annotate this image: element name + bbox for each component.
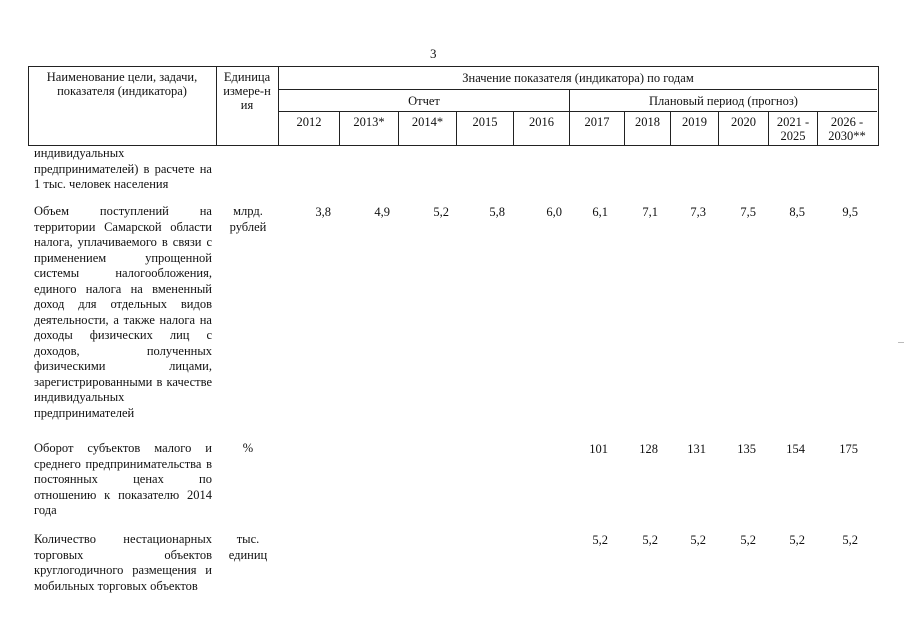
header-year: 2020: [731, 115, 756, 129]
scan-edge-mark: [898, 342, 904, 343]
value-cell: 8,5: [789, 205, 805, 219]
header-year: 2015: [472, 115, 498, 129]
value-cell: 5,2: [433, 205, 449, 219]
value-cell: 6,1: [592, 205, 608, 219]
header-unit-column: Единица измере-ния: [223, 70, 271, 112]
value-cell: 5,2: [842, 533, 858, 547]
value-cell: 5,2: [642, 533, 658, 547]
value-cell: 175: [839, 442, 858, 456]
value-cell: 7,1: [642, 205, 658, 219]
value-cell: 3,8: [315, 205, 331, 219]
value-cell: 5,8: [489, 205, 505, 219]
indicator-name: индивидуальных предпринимателей) в расчете на 1 тыс. человек населения: [34, 146, 212, 191]
header-year: 2017: [584, 115, 610, 129]
value-cell: 131: [687, 442, 706, 456]
header-year: 2026 - 2030**: [828, 115, 866, 143]
value-cell: 5,2: [690, 533, 706, 547]
value-cell: 7,3: [690, 205, 706, 219]
header-year: 2012: [296, 115, 322, 129]
header-year: 2021 - 2025: [776, 115, 810, 143]
value-cell: 9,5: [842, 205, 858, 219]
indicator-name: Объем поступлений на территории Самарской области налога, уплачиваемого в связи с применением упрощенной системы налогообложения, единого налога на вмененный доход для отдельных видов деятельности, а также налога на доходы физических лиц с доходов, полученных физическими лицами, зарегистрированными в качестве индивидуальных предпринимателей: [34, 204, 212, 420]
header-report: Отчет: [408, 93, 440, 108]
indicator-name: Оборот субъектов малого и среднего предпринимательства в постоянных ценах по отношению к показателю 2014 года: [34, 441, 212, 517]
indicator-unit: тыс. единиц: [228, 532, 268, 562]
header-plan: Плановый период (прогноз): [649, 93, 798, 108]
value-cell: 5,2: [592, 533, 608, 547]
value-cell: 101: [589, 442, 608, 456]
indicator-unit: млрд. рублей: [229, 204, 267, 234]
header-year: 2018: [635, 115, 660, 129]
value-cell: 4,9: [374, 205, 390, 219]
value-cell: 5,2: [789, 533, 805, 547]
col-divider: [216, 66, 217, 145]
header-values-column: Значение показателя (индикатора) по годам: [462, 71, 694, 85]
page-number: 3: [430, 46, 437, 61]
value-cell: 6,0: [546, 205, 562, 219]
header-year: 2014*: [411, 115, 444, 129]
value-cell: 135: [737, 442, 756, 456]
value-cell: 128: [639, 442, 658, 456]
header-year: 2013*: [353, 115, 385, 129]
value-cell: 7,5: [740, 205, 756, 219]
indicator-name: Количество нестационарных торговых объектов круглогодичного размещения и мобильных торговых объектов: [34, 532, 212, 593]
header-year: 2019: [682, 115, 707, 129]
indicator-unit: %: [242, 441, 254, 455]
value-cell: 5,2: [740, 533, 756, 547]
value-cell: 154: [786, 442, 805, 456]
header-year: 2016: [529, 115, 554, 129]
header-name-column: Наименование цели, задачи, показателя (индикатора): [46, 70, 198, 98]
